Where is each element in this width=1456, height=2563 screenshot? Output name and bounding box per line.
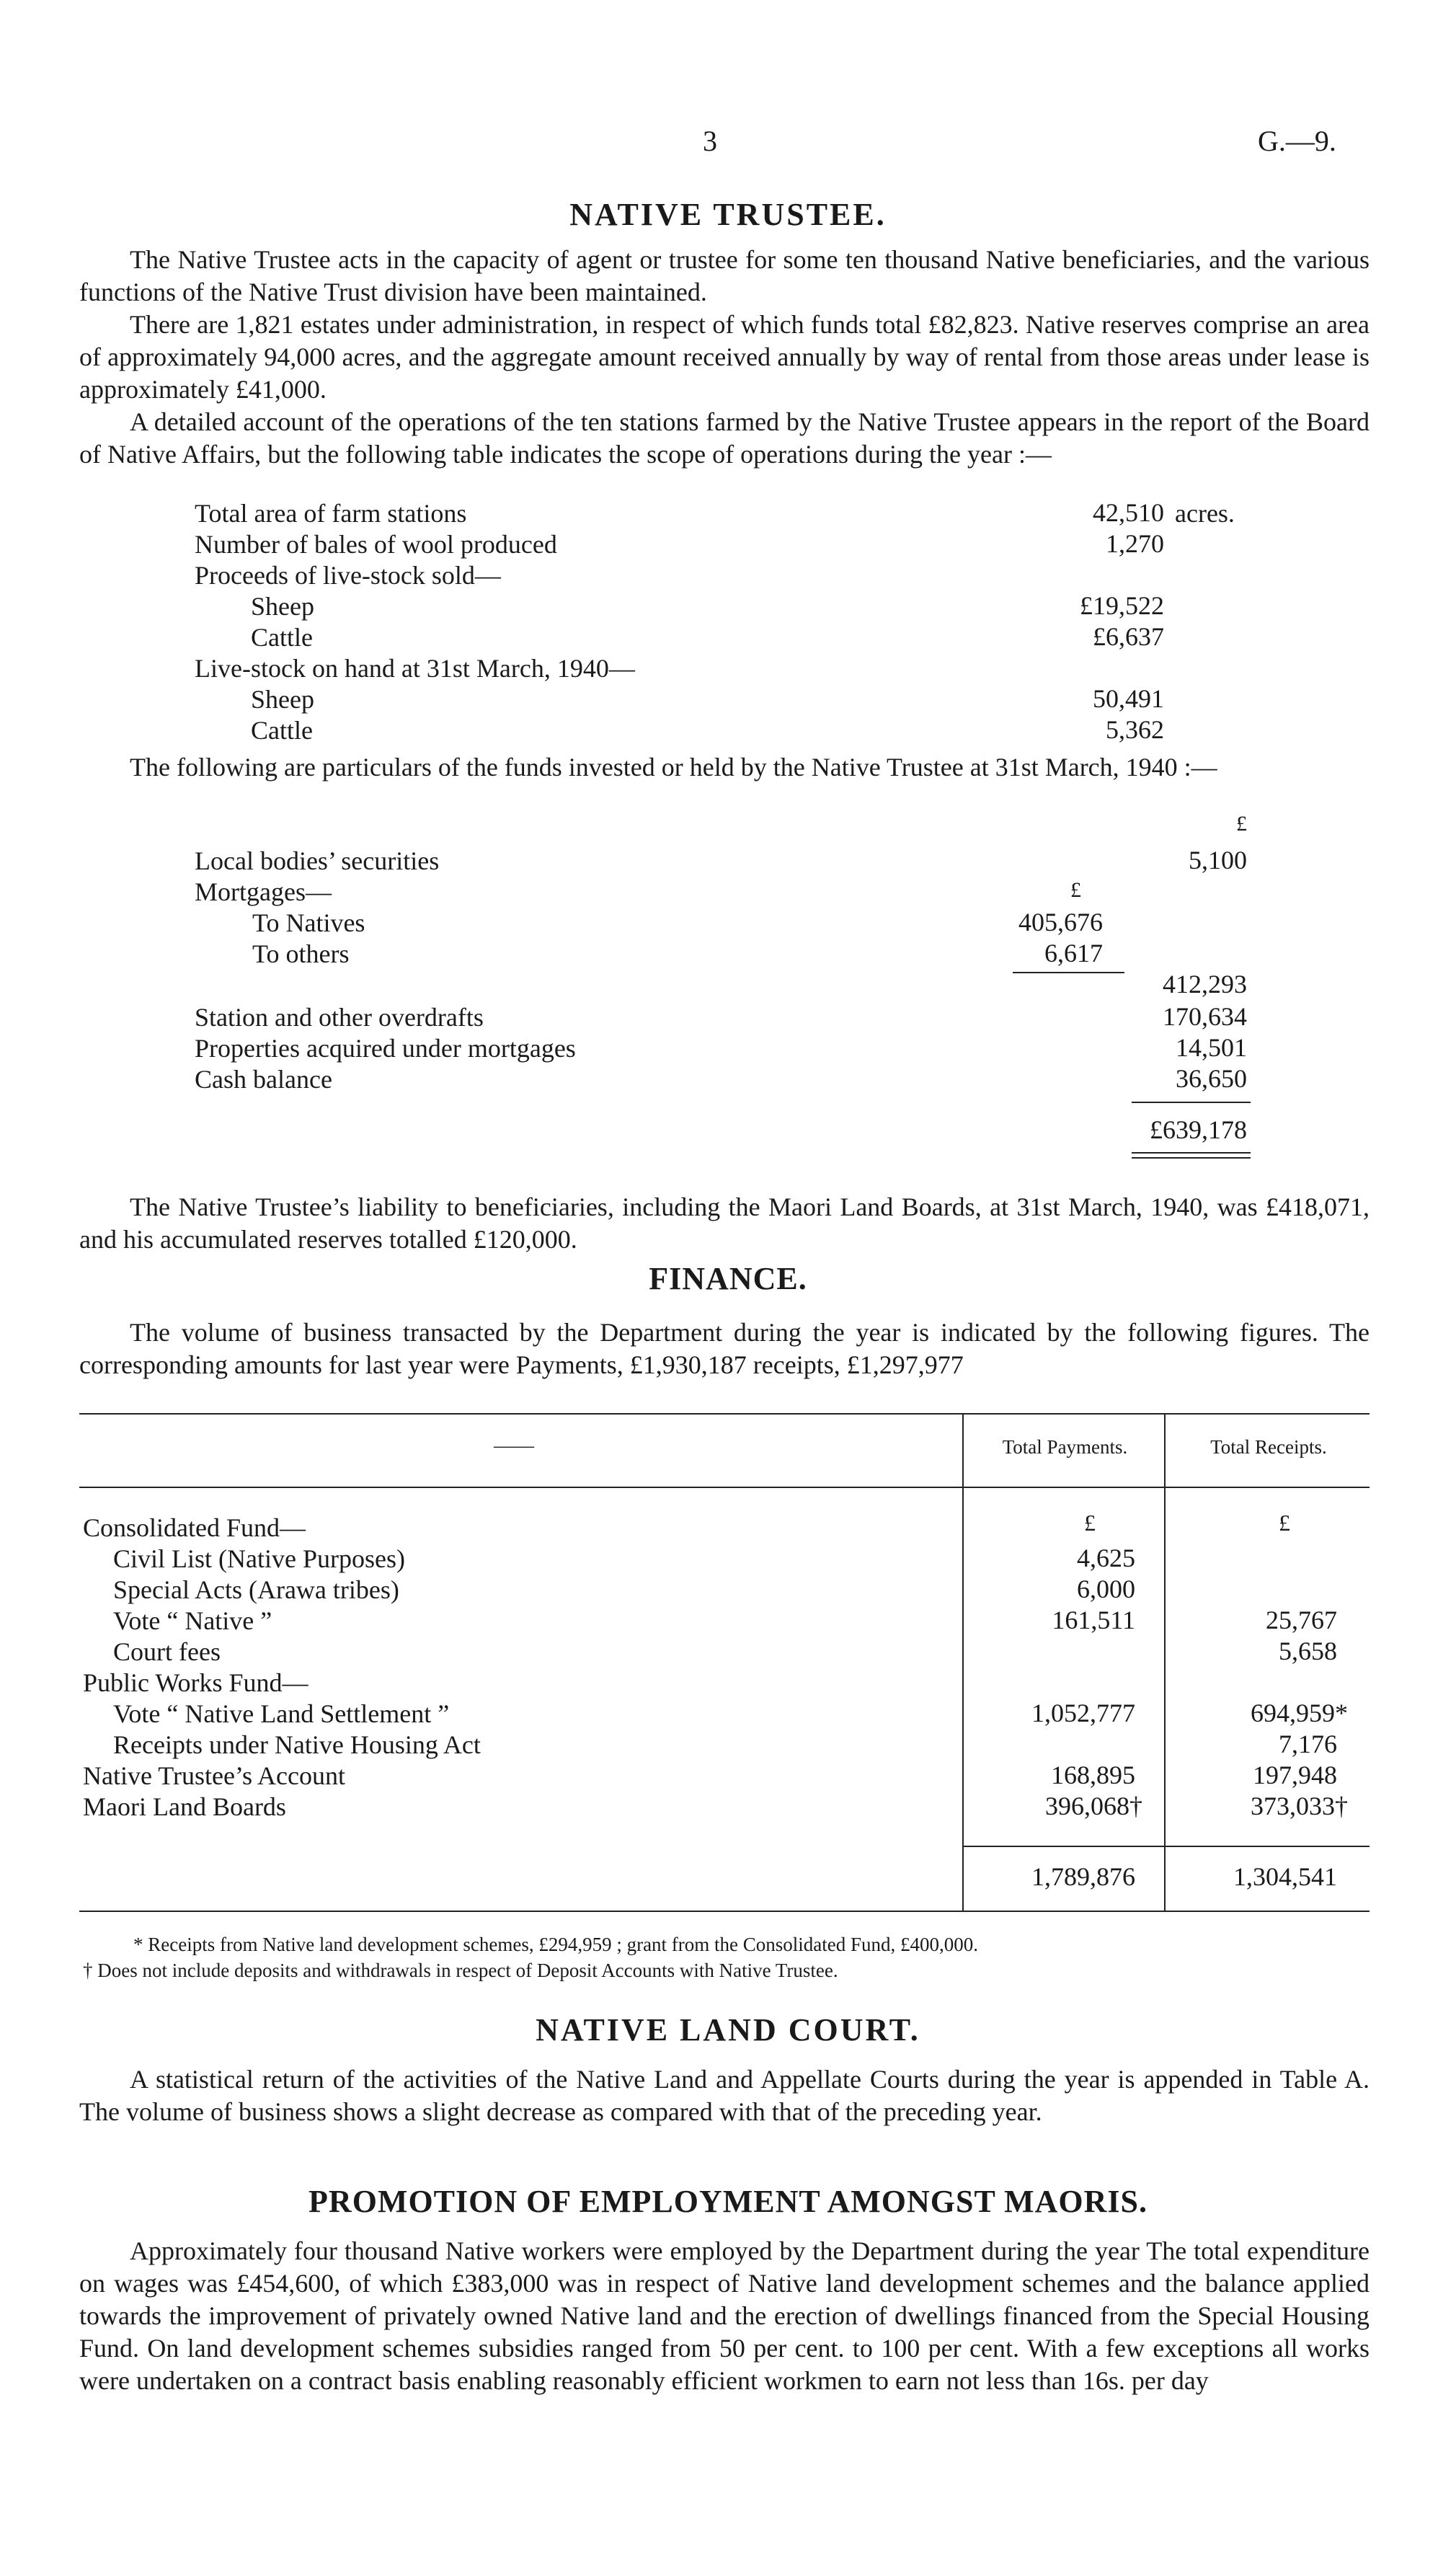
native-trustee-title: NATIVE TRUSTEE. [569, 197, 887, 232]
funds-cash-value: 36,650 [1176, 1064, 1247, 1093]
funds-local-bodies-label: Local bodies’ securities [195, 846, 440, 875]
farm-stat-value: £6,637 [1093, 622, 1164, 651]
trustee-liability-paragraph [79, 1191, 1370, 1256]
trustee-liability-text: The Native Trustee’s liability to beneficiaries, including the Maori Land Boards, at 31st March, 1940, was £418,071, and his accumulated reserves totalled £120,000. [79, 1192, 1370, 1254]
farm-stat-value: 50,491 [1093, 684, 1164, 713]
native-trustee-paragraph-1: The Native Trustee acts in the capacity of agent or trustee for some ten thousand Native beneficiaries, and the various functions of the Native Trust division have been maintained. [79, 245, 1370, 306]
funds-total-rule [1132, 1102, 1251, 1103]
farm-stat-value: 5,362 [1106, 715, 1164, 744]
funds-intro [79, 751, 1370, 784]
finance-row-payments: 6,000 [1077, 1575, 1135, 1603]
finance-row-label: Court fees [113, 1637, 221, 1666]
finance-row-label: Consolidated Fund— [83, 1513, 306, 1542]
finance-row-receipts: 197,948 [1253, 1761, 1337, 1789]
native-trustee-intro [79, 244, 1370, 471]
finance-row-label: Special Acts (Arawa tribes) [113, 1575, 399, 1604]
finance-table-header-rule [79, 1487, 1370, 1488]
funds-to-others-value: 6,617 [1044, 939, 1103, 968]
land-court-title: NATIVE LAND COURT. [536, 2012, 920, 2048]
finance-receipts-currency: £ [1279, 1510, 1290, 1536]
employment-paragraph [79, 2235, 1370, 2397]
finance-table-top-rule [79, 1413, 1370, 1415]
finance-row-payments: 396,068† [1045, 1792, 1142, 1820]
funds-currency-header: £ [1236, 812, 1247, 836]
farm-stat-value: £19,522 [1080, 591, 1164, 620]
finance-row-payments: 1,052,777 [1031, 1699, 1135, 1727]
finance-total-payments: 1,789,876 [1031, 1862, 1135, 1891]
farm-stat-label: Total area of farm stations [195, 499, 467, 528]
funds-mortgage-subtotal-rule [1013, 972, 1124, 973]
funds-total-double-rule-1 [1132, 1152, 1251, 1154]
finance-row-payments: 4,625 [1077, 1544, 1135, 1572]
farm-stat-label: Proceeds of live-stock sold— [195, 561, 501, 590]
funds-grand-total: £639,178 [1150, 1115, 1247, 1144]
funds-intro-text: The following are particulars of the funds invested or held by the Native Trustee at 31st March, 1940 :— [130, 753, 1217, 782]
funds-overdrafts-value: 170,634 [1163, 1002, 1247, 1031]
funds-mortgages-currency: £ [1070, 878, 1081, 902]
finance-row-receipts: 5,658 [1279, 1637, 1337, 1665]
finance-row-label: Civil List (Native Purposes) [113, 1544, 405, 1573]
finance-table-bottom-rule [79, 1911, 1370, 1912]
finance-table-blank-header: —— [494, 1435, 534, 1457]
funds-to-others-label: To others [252, 939, 350, 968]
funds-local-bodies-value: 5,100 [1189, 846, 1247, 875]
employment-text: Approximately four thousand Native workers were employed by the Department during the year The total expenditure on wages was £454,600, of which £383,000 was in respect of Native land development schemes and the balance applied towards the improvement of privately owned Native land and the erection of dwellings financed from the Special Housing Fund. On land development schemes subsidies ranged from 50 per cent. to 100 per cent. With a few exceptions all works were undertaken on a contract basis enabling reasonably efficient workmen to earn not less than 16s. per day [79, 2236, 1370, 2395]
finance-intro-text: The volume of business transacted by the Department during the year is indicated by the following figures. The corresponding amounts for last year were Payments, £1,930,187 receipts, £1,297,977 [79, 1318, 1370, 1379]
farm-stat-label: Live-stock on hand at 31st March, 1940— [195, 654, 635, 683]
funds-properties-value: 14,501 [1176, 1033, 1247, 1062]
finance-table-payments-header: Total Payments. [1002, 1436, 1128, 1458]
finance-row-label: Vote “ Native Land Settlement ” [113, 1699, 450, 1728]
farm-stat-label: Sheep [251, 592, 314, 621]
land-court-paragraph [79, 2063, 1370, 2128]
farm-stat-unit: acres. [1175, 499, 1235, 528]
document-reference: G.—9. [1258, 125, 1336, 157]
finance-row-receipts: 694,959* [1251, 1699, 1348, 1727]
finance-row-receipts: 25,767 [1266, 1606, 1337, 1634]
funds-to-natives-label: To Natives [252, 908, 365, 937]
farm-stat-value: 1,270 [1106, 529, 1164, 558]
finance-total-receipts: 1,304,541 [1233, 1862, 1337, 1891]
finance-row-payments: 168,895 [1051, 1761, 1135, 1789]
native-trustee-paragraph-3: A detailed account of the operations of the ten stations farmed by the Native Trustee appears in the report of the Board of Native Affairs, but the following table indicates the scope of operations during the year :— [79, 407, 1370, 469]
finance-footnote-2: † Does not include deposits and withdrawals in respect of Deposit Accounts with Native Trustee. [83, 1960, 838, 1981]
finance-row-payments: 161,511 [1052, 1606, 1135, 1634]
farm-stat-label: Cattle [251, 623, 313, 652]
funds-total-double-rule-2 [1132, 1157, 1251, 1159]
page-number: 3 [703, 125, 717, 157]
finance-row-label: Native Trustee’s Account [83, 1761, 345, 1790]
funds-mortgages-label: Mortgages— [195, 877, 332, 906]
farm-stat-label: Number of bales of wool produced [195, 530, 557, 559]
native-trustee-paragraph-2: There are 1,821 estates under administration, in respect of which funds total £82,823. Native reserves comprise an area of approximately 94,000 acres, and the aggregate amount received annually by way of rental from those areas under lease is approximately £41,000. [79, 310, 1370, 404]
finance-footnote-1: * Receipts from Native land development schemes, £294,959 ; grant from the Consolidated Fund, £400,000. [133, 1934, 979, 1955]
finance-row-receipts: 373,033† [1251, 1792, 1348, 1820]
farm-stat-label: Cattle [251, 716, 313, 745]
funds-properties-label: Properties acquired under mortgages [195, 1034, 576, 1063]
funds-to-natives-value: 405,676 [1018, 908, 1103, 937]
farm-stat-label: Sheep [251, 685, 314, 714]
finance-payments-currency: £ [1084, 1510, 1096, 1536]
finance-table-receipts-header: Total Receipts. [1210, 1436, 1327, 1458]
finance-title: FINANCE. [649, 1261, 807, 1296]
finance-row-receipts: 7,176 [1279, 1730, 1337, 1758]
finance-total-rule [962, 1846, 1370, 1847]
finance-intro [79, 1316, 1370, 1381]
funds-mortgages-total: 412,293 [1163, 970, 1247, 999]
funds-cash-label: Cash balance [195, 1065, 332, 1094]
finance-row-label: Vote “ Native ” [113, 1606, 272, 1635]
farm-stat-value: 42,510 [1093, 498, 1164, 527]
finance-row-label: Maori Land Boards [83, 1792, 286, 1821]
land-court-text: A statistical return of the activities of the Native Land and Appellate Courts during the year is appended in Table A. The volume of business shows a slight decrease as compared with that of the preceding year. [79, 2065, 1370, 2126]
funds-overdrafts-label: Station and other overdrafts [195, 1003, 484, 1032]
finance-row-label: Receipts under Native Housing Act [113, 1730, 481, 1759]
finance-row-label: Public Works Fund— [83, 1668, 308, 1697]
employment-title: PROMOTION OF EMPLOYMENT AMONGST MAORIS. [308, 2184, 1148, 2219]
